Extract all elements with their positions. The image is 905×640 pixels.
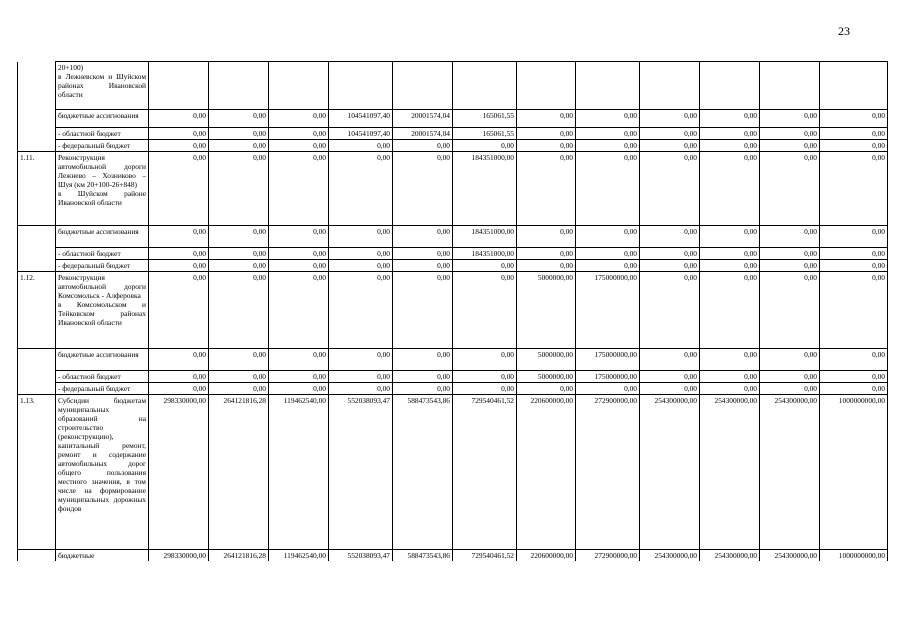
value-cell-4: 0,00 — [329, 140, 393, 152]
table-row — [18, 371, 888, 383]
value-cell-10: 0,00 — [700, 226, 760, 248]
value-cell-5: 0,00 — [393, 272, 453, 349]
value-cell-8: 272900000,00 — [576, 550, 640, 562]
value-cell-11: 0,00 — [760, 371, 820, 383]
value-cell-6: 165061,55 — [453, 128, 517, 140]
row-index — [18, 383, 56, 395]
row-name: - федеральный бюджет — [56, 260, 149, 272]
value-cell-2: 0,00 — [209, 383, 269, 395]
value-cell-6: 0,00 — [453, 383, 517, 395]
value-cell-12: 1000000000,00 — [820, 395, 888, 550]
value-cell-9: 0,00 — [640, 349, 700, 371]
value-cell-12: 0,00 — [820, 110, 888, 128]
value-cell-3: 0,00 — [269, 272, 329, 349]
value-cell-11: 0,00 — [760, 128, 820, 140]
value-cell-12: 0,00 — [820, 272, 888, 349]
value-cell-4: 104541097,40 — [329, 110, 393, 128]
value-cell-3: 0,00 — [269, 128, 329, 140]
value-cell-7: 0,00 — [517, 140, 576, 152]
row-index — [18, 110, 56, 128]
value-cell-11: 0,00 — [760, 272, 820, 349]
value-cell-10: 0,00 — [700, 140, 760, 152]
row-name: Субсидии бюджетам муниципальных образований на строительство (реконструкцию), капитальный ремонт, ремонт и содержание автомобильных дорог общего пользования местного значения, в том числе на формирование муниципальных дорожных фондов — [56, 395, 149, 550]
value-cell-8: 0,00 — [576, 226, 640, 248]
value-cell-5: 0,00 — [393, 226, 453, 248]
value-cell-12: 0,00 — [820, 383, 888, 395]
value-cell-2: 0,00 — [209, 226, 269, 248]
value-cell-4: 0,00 — [329, 383, 393, 395]
value-cell-7: 5000000,00 — [517, 371, 576, 383]
row-name: - областной бюджет — [56, 128, 149, 140]
row-index — [18, 248, 56, 260]
value-cell-8: 0,00 — [576, 248, 640, 260]
value-cell-12: 0,00 — [820, 371, 888, 383]
value-cell-3: 0,00 — [269, 110, 329, 128]
row-name: Реконструкция автомобильной дороги Лежнево – Хозниково – Шуя (км 20+100-26+848) в Шуйском районе Ивановской области — [56, 152, 149, 226]
value-cell-2: 0,00 — [209, 371, 269, 383]
value-cell-10: 0,00 — [700, 371, 760, 383]
value-cell-10: 0,00 — [700, 383, 760, 395]
value-cell-4: 0,00 — [329, 260, 393, 272]
value-cell-9: 0,00 — [640, 272, 700, 349]
value-cell-12: 0,00 — [820, 260, 888, 272]
value-cell-1: 0,00 — [149, 140, 209, 152]
value-cell-6: 165061,55 — [453, 110, 517, 128]
value-cell-1 — [149, 62, 209, 110]
value-cell-4: 0,00 — [329, 226, 393, 248]
value-cell-7: 0,00 — [517, 248, 576, 260]
row-index — [18, 260, 56, 272]
value-cell-1: 0,00 — [149, 226, 209, 248]
value-cell-4: 0,00 — [329, 349, 393, 371]
value-cell-12: 0,00 — [820, 152, 888, 226]
table-row — [18, 383, 888, 395]
page-number: 23 — [838, 24, 850, 38]
value-cell-7: 220600000,00 — [517, 550, 576, 562]
value-cell-3: 0,00 — [269, 140, 329, 152]
value-cell-8 — [576, 62, 640, 110]
value-cell-11: 0,00 — [760, 110, 820, 128]
value-cell-7: 0,00 — [517, 110, 576, 128]
value-cell-6: 729540461,52 — [453, 550, 517, 562]
value-cell-10: 0,00 — [700, 248, 760, 260]
value-cell-1: 0,00 — [149, 371, 209, 383]
value-cell-8: 175000000,00 — [576, 272, 640, 349]
value-cell-6: 184351000,00 — [453, 152, 517, 226]
value-cell-10: 0,00 — [700, 260, 760, 272]
value-cell-11: 0,00 — [760, 383, 820, 395]
value-cell-11: 254300000,00 — [760, 550, 820, 562]
value-cell-8: 175000000,00 — [576, 371, 640, 383]
value-cell-5: 20001574,04 — [393, 128, 453, 140]
value-cell-3: 0,00 — [269, 226, 329, 248]
value-cell-7: 0,00 — [517, 383, 576, 395]
value-cell-10: 0,00 — [700, 128, 760, 140]
value-cell-8: 0,00 — [576, 383, 640, 395]
value-cell-3: 0,00 — [269, 383, 329, 395]
value-cell-7: 0,00 — [517, 128, 576, 140]
value-cell-9: 254300000,00 — [640, 550, 700, 562]
value-cell-7 — [517, 62, 576, 110]
value-cell-1: 0,00 — [149, 110, 209, 128]
value-cell-4 — [329, 62, 393, 110]
value-cell-2: 264121816,28 — [209, 550, 269, 562]
value-cell-10: 0,00 — [700, 272, 760, 349]
value-cell-5: 0,00 — [393, 383, 453, 395]
value-cell-1: 298330000,00 — [149, 550, 209, 562]
value-cell-8: 0,00 — [576, 110, 640, 128]
value-cell-11: 0,00 — [760, 349, 820, 371]
value-cell-2: 0,00 — [209, 272, 269, 349]
value-cell-10: 254300000,00 — [700, 395, 760, 550]
value-cell-10 — [700, 62, 760, 110]
row-index — [18, 550, 56, 562]
row-name: 20+100) в Лежневском и Шуйском районах Ивановской области — [56, 62, 149, 110]
value-cell-5: 0,00 — [393, 248, 453, 260]
value-cell-6: 729540461,52 — [453, 395, 517, 550]
table-row — [18, 140, 888, 152]
value-cell-3: 119462540,00 — [269, 550, 329, 562]
table-row — [18, 272, 888, 349]
value-cell-3: 0,00 — [269, 152, 329, 226]
value-cell-11 — [760, 62, 820, 110]
row-index — [18, 349, 56, 371]
value-cell-9: 0,00 — [640, 140, 700, 152]
value-cell-7: 5000000,00 — [517, 349, 576, 371]
value-cell-6: 184351000,00 — [453, 226, 517, 248]
value-cell-8: 175000000,00 — [576, 349, 640, 371]
value-cell-9: 0,00 — [640, 110, 700, 128]
value-cell-4: 0,00 — [329, 248, 393, 260]
value-cell-7: 0,00 — [517, 226, 576, 248]
value-cell-9: 0,00 — [640, 248, 700, 260]
value-cell-2: 0,00 — [209, 152, 269, 226]
table-row — [18, 550, 888, 562]
value-cell-9: 0,00 — [640, 152, 700, 226]
value-cell-6: 0,00 — [453, 260, 517, 272]
table-row — [18, 395, 888, 550]
value-cell-8: 0,00 — [576, 128, 640, 140]
table-row — [18, 226, 888, 248]
value-cell-2: 264121816,28 — [209, 395, 269, 550]
row-name: бюджетные ассигнования — [56, 226, 149, 248]
value-cell-1: 0,00 — [149, 248, 209, 260]
value-cell-11: 0,00 — [760, 260, 820, 272]
value-cell-8: 272900000,00 — [576, 395, 640, 550]
value-cell-11: 0,00 — [760, 226, 820, 248]
table-row — [18, 152, 888, 226]
value-cell-11: 0,00 — [760, 140, 820, 152]
row-name: бюджетные ассигнования — [56, 349, 149, 371]
table-row — [18, 128, 888, 140]
row-name: бюджетные — [56, 550, 149, 562]
value-cell-7: 0,00 — [517, 260, 576, 272]
value-cell-4: 104541097,40 — [329, 128, 393, 140]
value-cell-9: 0,00 — [640, 371, 700, 383]
value-cell-12: 0,00 — [820, 226, 888, 248]
value-cell-1: 0,00 — [149, 272, 209, 349]
value-cell-11: 254300000,00 — [760, 395, 820, 550]
value-cell-2: 0,00 — [209, 260, 269, 272]
table-row — [18, 248, 888, 260]
table-row — [18, 349, 888, 371]
row-index — [18, 371, 56, 383]
value-cell-11: 0,00 — [760, 248, 820, 260]
value-cell-3: 119462540,00 — [269, 395, 329, 550]
value-cell-9: 0,00 — [640, 128, 700, 140]
value-cell-1: 0,00 — [149, 260, 209, 272]
value-cell-5: 0,00 — [393, 349, 453, 371]
row-index — [18, 62, 56, 110]
value-cell-12: 0,00 — [820, 140, 888, 152]
row-name: - областной бюджет — [56, 248, 149, 260]
value-cell-5 — [393, 62, 453, 110]
row-name: - областной бюджет — [56, 371, 149, 383]
value-cell-2: 0,00 — [209, 349, 269, 371]
value-cell-9: 254300000,00 — [640, 395, 700, 550]
value-cell-8: 0,00 — [576, 140, 640, 152]
value-cell-11: 0,00 — [760, 152, 820, 226]
row-index — [18, 226, 56, 248]
value-cell-3: 0,00 — [269, 248, 329, 260]
value-cell-4: 552038093,47 — [329, 395, 393, 550]
value-cell-12: 0,00 — [820, 128, 888, 140]
value-cell-7: 0,00 — [517, 152, 576, 226]
value-cell-10: 254300000,00 — [700, 550, 760, 562]
value-cell-12 — [820, 62, 888, 110]
value-cell-10: 0,00 — [700, 152, 760, 226]
value-cell-12: 0,00 — [820, 248, 888, 260]
value-cell-7: 220600000,00 — [517, 395, 576, 550]
value-cell-4: 552038093,47 — [329, 550, 393, 562]
row-name: бюджетные ассигнования — [56, 110, 149, 128]
value-cell-8: 0,00 — [576, 152, 640, 226]
table-row — [18, 62, 888, 110]
value-cell-9: 0,00 — [640, 383, 700, 395]
value-cell-1: 0,00 — [149, 349, 209, 371]
row-index — [18, 128, 56, 140]
value-cell-1: 0,00 — [149, 383, 209, 395]
value-cell-4: 0,00 — [329, 272, 393, 349]
value-cell-5: 0,00 — [393, 152, 453, 226]
row-name: Реконструкция автомобильной дороги Комсомольск - Алферовка в Комсомольском и Тейковском районах Ивановской области — [56, 272, 149, 349]
value-cell-2: 0,00 — [209, 248, 269, 260]
value-cell-4: 0,00 — [329, 152, 393, 226]
value-cell-5: 0,00 — [393, 371, 453, 383]
value-cell-6 — [453, 62, 517, 110]
value-cell-6: 0,00 — [453, 349, 517, 371]
value-cell-9: 0,00 — [640, 260, 700, 272]
value-cell-2: 0,00 — [209, 128, 269, 140]
value-cell-6: 0,00 — [453, 272, 517, 349]
value-cell-2: 0,00 — [209, 140, 269, 152]
value-cell-6: 0,00 — [453, 371, 517, 383]
row-name: - федеральный бюджет — [56, 140, 149, 152]
value-cell-3 — [269, 62, 329, 110]
table-row — [18, 110, 888, 128]
value-cell-9: 0,00 — [640, 226, 700, 248]
value-cell-12: 0,00 — [820, 349, 888, 371]
value-cell-7: 5000000,00 — [517, 272, 576, 349]
row-name: - федеральный бюджет — [56, 383, 149, 395]
value-cell-1: 0,00 — [149, 152, 209, 226]
value-cell-5: 0,00 — [393, 140, 453, 152]
value-cell-3: 0,00 — [269, 349, 329, 371]
value-cell-5: 0,00 — [393, 260, 453, 272]
value-cell-6: 0,00 — [453, 140, 517, 152]
table-row — [18, 260, 888, 272]
value-cell-12: 1000000000,00 — [820, 550, 888, 562]
value-cell-8: 0,00 — [576, 260, 640, 272]
budget-table — [17, 61, 888, 561]
value-cell-1: 298330000,00 — [149, 395, 209, 550]
row-index — [18, 140, 56, 152]
row-index: 1.13. — [18, 395, 56, 550]
value-cell-9 — [640, 62, 700, 110]
row-index: 1.12. — [18, 272, 56, 349]
row-index: 1.11. — [18, 152, 56, 226]
value-cell-10: 0,00 — [700, 110, 760, 128]
value-cell-3: 0,00 — [269, 260, 329, 272]
value-cell-5: 20001574,04 — [393, 110, 453, 128]
value-cell-6: 184351000,00 — [453, 248, 517, 260]
value-cell-10: 0,00 — [700, 349, 760, 371]
value-cell-2: 0,00 — [209, 110, 269, 128]
value-cell-5: 588473543,86 — [393, 395, 453, 550]
value-cell-1: 0,00 — [149, 128, 209, 140]
value-cell-2 — [209, 62, 269, 110]
value-cell-4: 0,00 — [329, 371, 393, 383]
value-cell-3: 0,00 — [269, 371, 329, 383]
value-cell-5: 588473543,86 — [393, 550, 453, 562]
